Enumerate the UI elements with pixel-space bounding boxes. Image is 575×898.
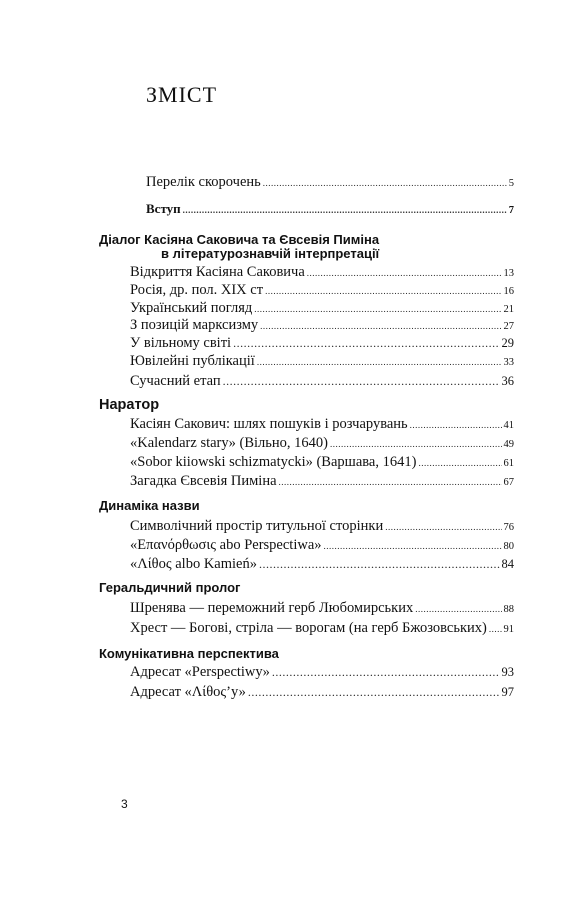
toc-entry[interactable] [130,454,514,471]
toc-entry-label: Відкриття Касіяна Саковича [130,264,305,280]
toc-entry-page: 67 [503,477,514,488]
toc-entry-page: 5 [508,178,514,189]
dot-leader [257,357,502,367]
toc-entry-page: 61 [503,458,514,469]
toc-entry[interactable] [130,335,514,352]
toc-entry-label: Росія, др. пол. XIX ст [130,282,264,298]
toc-entry-page: 13 [503,268,514,279]
toc-entry-label: Український погляд [130,300,253,316]
section-subheading: в літературознавчій інтерпретації [161,246,380,261]
toc-entry-label: Перелік скорочень [146,174,261,190]
dot-leader [279,477,502,487]
toc-entry[interactable] [146,201,514,217]
toc-entry-label: Сучасний етап [130,373,221,389]
dot-leader [415,604,501,614]
toc-entry[interactable] [130,353,514,370]
toc-entry-page: 7 [508,205,514,216]
dot-leader [330,439,502,449]
dot-leader [489,624,502,634]
dot-leader [410,420,502,430]
toc-entry-label: Адресат «Perspectiwy» [130,664,270,680]
toc-entry[interactable] [130,620,514,637]
toc-entry-label: Ювілейні публікації [130,353,255,369]
toc-entry[interactable] [146,174,514,191]
toc-entry-page: 41 [503,420,514,431]
toc-entry-page: 93 [501,665,514,679]
toc-entry[interactable] [130,556,514,573]
toc-entry-label: Шренява — переможний герб Любомирських [130,600,414,616]
dot-leader [254,304,501,314]
toc-entry-label: Касіян Сакович: шлях пошуків і розчарувань [130,416,408,432]
toc-entry[interactable] [130,416,514,433]
section-heading[interactable]: Геральдичний пролог [99,580,241,595]
toc-entry[interactable] [130,300,514,317]
dot-leader [233,336,499,351]
toc-entry[interactable] [130,317,514,334]
dot-leader [418,458,501,468]
page-title: ЗМІСТ [146,82,218,107]
toc-entry-page: 16 [503,286,514,297]
dot-leader [263,178,507,188]
dot-leader [385,522,501,532]
toc-entry-page: 97 [501,685,514,699]
toc-entry[interactable] [130,518,514,535]
dot-leader [260,321,501,331]
toc-entry-page: 84 [501,557,514,571]
toc-entry-label: Хрест — Богові, стріла — ворогам (на герб Бжозовських) [130,620,487,636]
page-number: 3 [121,797,128,811]
dot-leader [272,665,500,680]
toc-entry-page: 33 [503,357,514,368]
section-heading[interactable]: Комунікативна перспектива [99,646,279,661]
dot-leader [183,205,507,215]
toc-entry[interactable] [130,600,514,617]
toc-entry-page: 29 [501,336,514,350]
toc-entry[interactable] [130,537,514,554]
toc-entry-label: Вступ [146,201,181,216]
toc-entry-label: У вільному світі [130,335,232,351]
toc-entry-page: 49 [503,439,514,450]
dot-leader [307,268,502,278]
toc-entry[interactable] [130,264,514,281]
toc-entry[interactable] [130,664,514,681]
toc-entry-page: 36 [501,374,514,388]
toc-entry-label: «Sobor kiiowski schizmatycki» (Варшава, 1641) [130,454,417,470]
toc-entry-label: «Kalendarz stary» (Вільно, 1640) [130,435,328,451]
dot-leader [265,286,501,296]
toc-entry-page: 80 [503,541,514,552]
toc-entry-label: Символічний простір титульної сторінки [130,518,384,534]
dot-leader [324,541,502,551]
toc-entry-label: «Επανόρθωσις abo Perspectiwa» [130,537,322,553]
toc-entry[interactable] [130,684,514,701]
toc-entry[interactable] [130,435,514,452]
toc-entry-label: «Λίθος albo Kamień» [130,556,257,572]
toc-entry-label: З позицій марксизму [130,317,259,333]
dot-leader [259,557,500,572]
toc-entry-label: Адресат «Λίθος’у» [130,684,246,700]
section-heading[interactable]: Динаміка назви [99,498,200,513]
toc-entry-page: 88 [503,604,514,615]
toc-entry-page: 27 [503,321,514,332]
toc-entry-page: 76 [503,522,514,533]
dot-leader [223,374,500,389]
toc-entry-page: 91 [503,624,514,635]
dot-leader [248,685,500,700]
toc-entry-label: Загадка Євсевія Пиміна [130,473,277,489]
section-heading[interactable]: Діалог Касіяна Саковича та Євсевія Пиміна [99,232,380,247]
toc-entry[interactable] [130,282,514,299]
toc-entry-page: 21 [503,304,514,315]
toc-entry[interactable] [130,373,514,390]
section-heading[interactable]: Наратор [99,397,160,413]
toc-entry[interactable] [130,473,514,490]
